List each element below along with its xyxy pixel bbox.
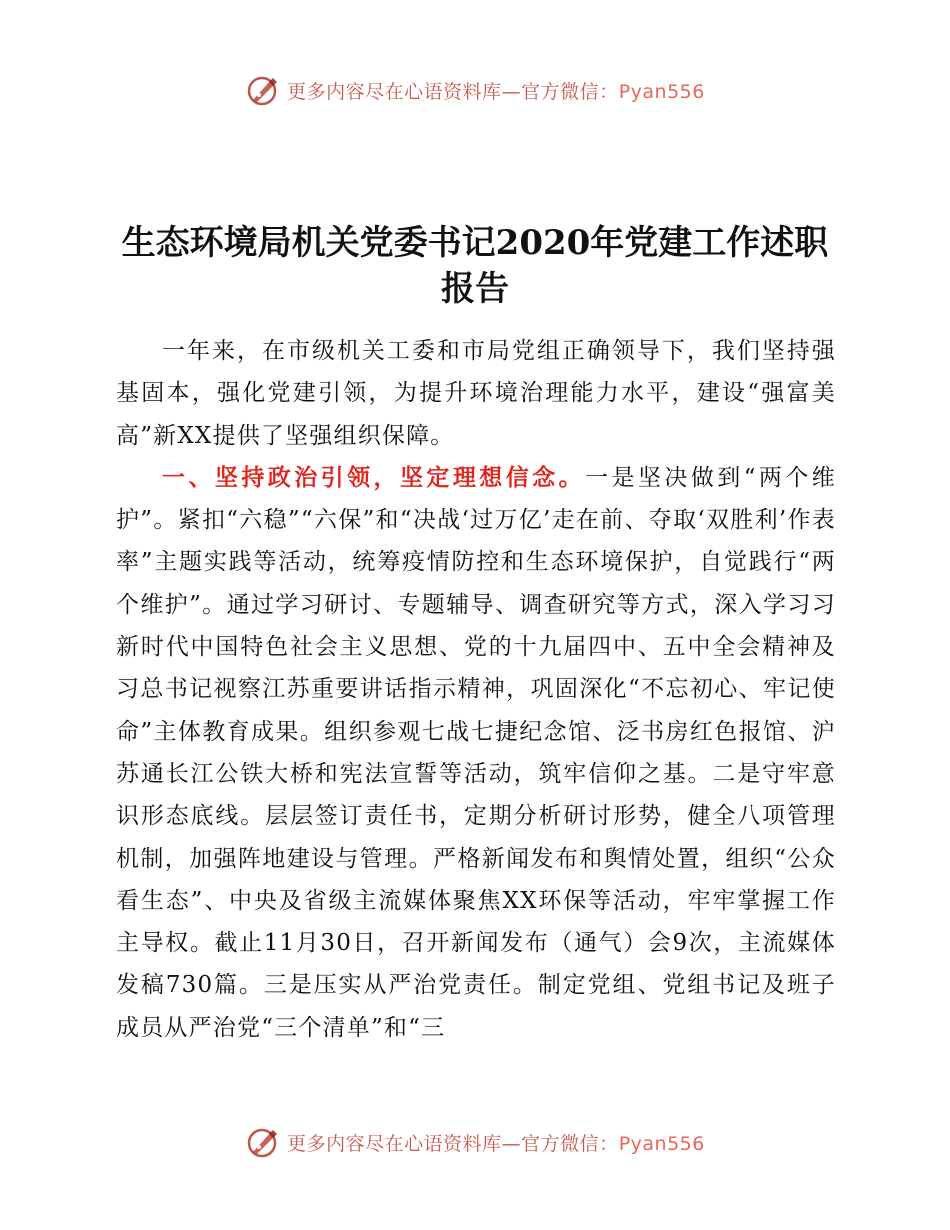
watermark-separator: — xyxy=(501,80,522,103)
pen-nib-circle-logo-icon xyxy=(245,72,281,108)
title-line-1: 生态环境局机关党委书记2020年党建工作述职 xyxy=(121,223,829,263)
header-watermark xyxy=(0,70,950,110)
watermark-text xyxy=(287,1129,705,1156)
watermark-text xyxy=(287,77,705,104)
section-1-paragraph xyxy=(116,457,836,1049)
document-title xyxy=(110,220,840,312)
document-body xyxy=(116,330,836,1049)
intro-paragraph: 一年来，在市级机关工委和市局党组正确领导下，我们坚持强基固本，强化党建引领，为提升环境治理能力水平，建设“强富美高”新XX提供了坚强组织保障。 xyxy=(116,338,836,449)
watermark-library-name: 更多内容尽在心语资料库 xyxy=(287,1132,502,1155)
footer-watermark xyxy=(0,1122,950,1162)
watermark-suffix: 官方微信： xyxy=(521,1132,619,1155)
watermark-wechat-id: Pyan556 xyxy=(618,80,705,103)
watermark-suffix: 官方微信： xyxy=(521,80,619,103)
section-1-body: 一是坚决做到“两个维护”。紧扣“六稳”“六保”和“决战‘过万亿’走在前、夺取‘双胜利’作表率”主题实践等活动，统筹疫情防控和生态环境保护，自觉践行“两个维护”。通过学习研讨、专题辅导、调查研究等方式，深入学习习新时代中国特色社会主义思想、党的十九届四中、五中全会精神及习总书记视察江苏重要讲话指示精神，巩固深化“不忘初心、牢记使命”主体教育成果。组织参观七战七捷纪念馆、泛书房红色报馆、沪苏通长江公铁大桥和宪法宣誓等活动，筑牢信仰之基。二是守牢意识形态底线。层层签订责任书，定期分析研讨形势，健全八项管理机制，加强阵地建设与管理。严格新闻发布和舆情处置，组织“公众看生态”、中央及省级主流媒体聚焦XX环保等活动，牢牢掌握工作主导权。截止11月30日，召开新闻发布（通气）会9次，主流媒体发稿730篇。三是压实从严治党责任。制定党组、党组书记及班子成员从严治党“三个清单”和“三 xyxy=(116,464,836,1041)
title-line-2: 报告 xyxy=(441,269,509,309)
pen-nib-circle-logo-icon xyxy=(245,1124,281,1160)
watermark-wechat-id: Pyan556 xyxy=(618,1132,705,1155)
watermark-separator: — xyxy=(501,1132,522,1155)
section-1-heading: 一、坚持政治引领，坚定理想信念。 xyxy=(162,464,586,491)
watermark-library-name: 更多内容尽在心语资料库 xyxy=(287,80,502,103)
